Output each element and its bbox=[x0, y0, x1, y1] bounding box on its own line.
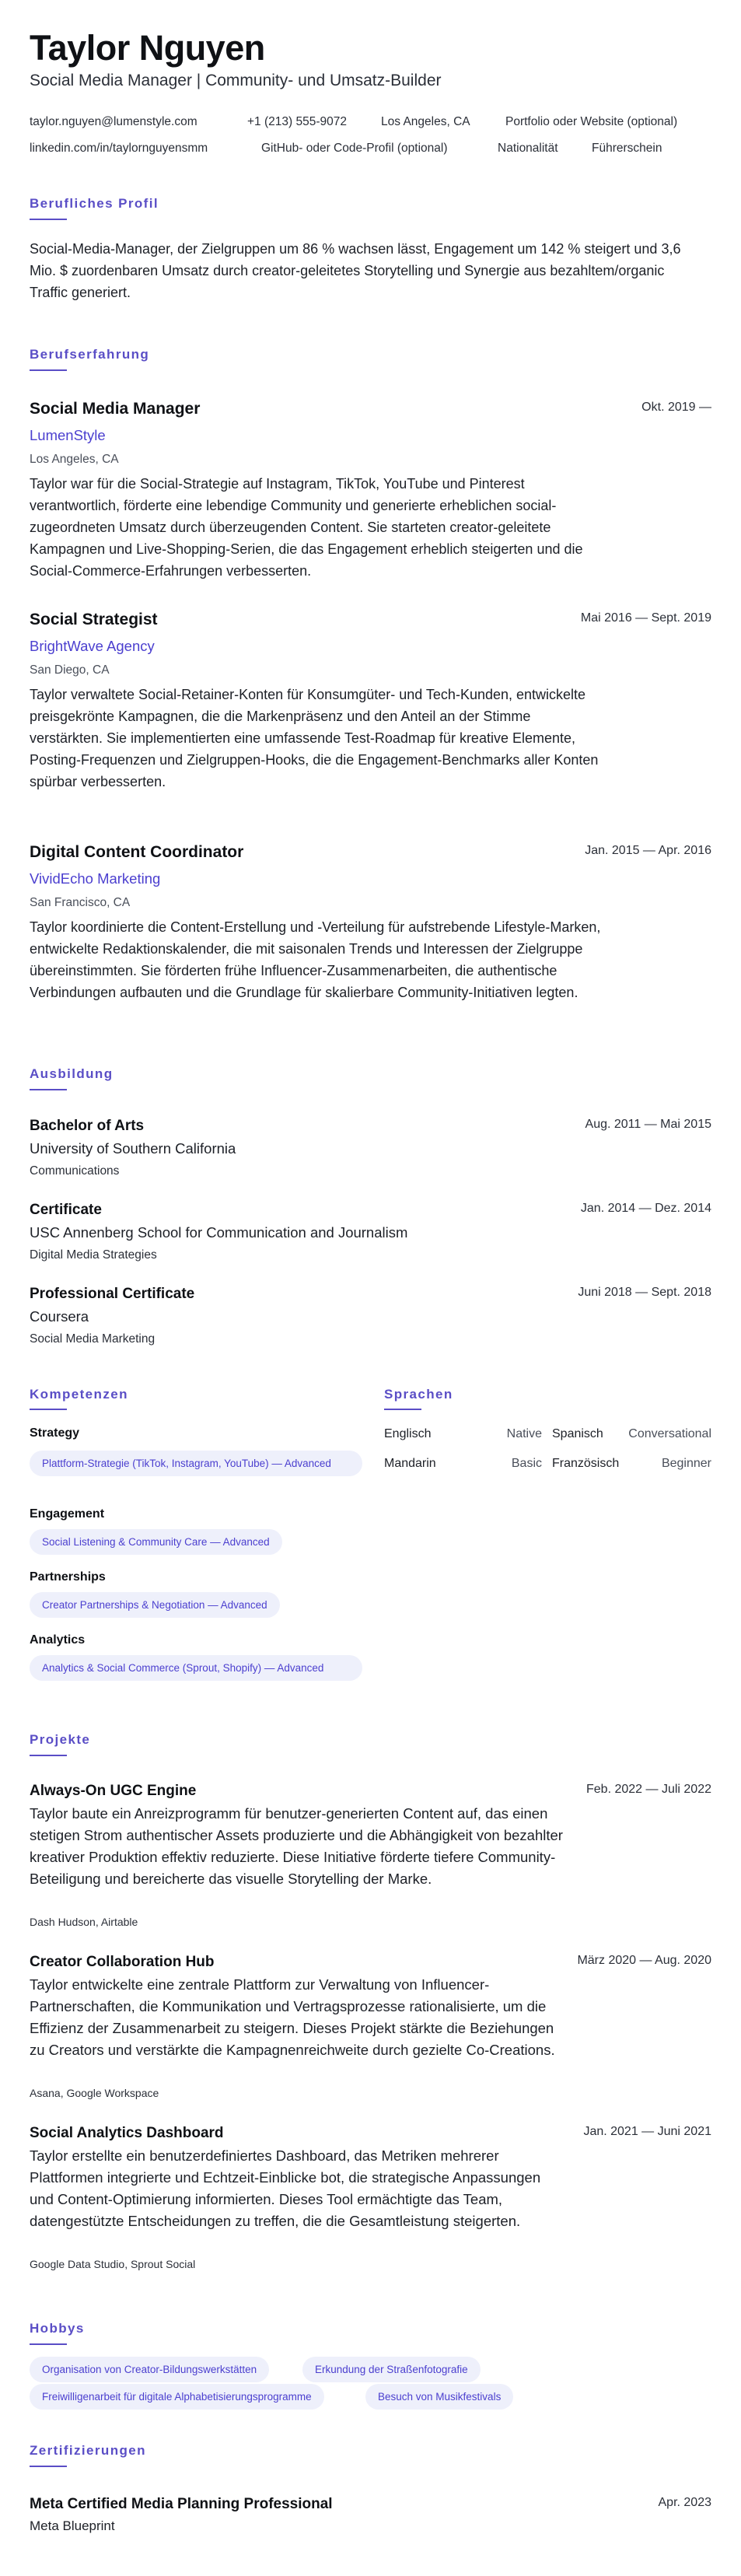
experience-role: Social Media Manager bbox=[30, 400, 201, 418]
contact-github: GitHub- oder Code-Profil (optional) bbox=[261, 142, 448, 155]
section-title-skills: Kompetenzen bbox=[30, 1387, 128, 1402]
experience-location: Los Angeles, CA bbox=[30, 453, 119, 466]
profile-summary: Social-Media-Manager, der Zielgruppen um 86 % wachsen lässt, Engagement um 142 % steigert und 3,6 Mio. $ zuordenbaren Umsatz durch creator-geleitetes Storytelling und Synergie aus bezahltem/organic Traffic generiert. bbox=[30, 241, 681, 300]
language-name: Spanisch bbox=[552, 1427, 603, 1440]
project-date: März 2020 — Aug. 2020 bbox=[577, 1954, 711, 1967]
education-school: Coursera bbox=[30, 1308, 89, 1325]
experience-location: San Francisco, CA bbox=[30, 896, 131, 909]
skill-category: Analytics bbox=[30, 1633, 86, 1647]
hobby-pill: Organisation von Creator-Bildungswerkstätten bbox=[30, 2357, 269, 2382]
education-date: Jan. 2014 — Dez. 2014 bbox=[580, 1202, 711, 1215]
project-tools: Asana, Google Workspace bbox=[30, 2087, 159, 2099]
contact-nationality: Nationalität bbox=[498, 142, 558, 155]
project-tools: Google Data Studio, Sprout Social bbox=[30, 2258, 196, 2270]
experience-date: Okt. 2019 — bbox=[641, 401, 711, 414]
project-title: Always-On UGC Engine bbox=[30, 1783, 197, 1799]
contact-location: Los Angeles, CA bbox=[381, 115, 470, 128]
section-title-profile: Berufliches Profil bbox=[30, 196, 159, 211]
section-divider bbox=[30, 219, 67, 220]
education-field: Social Media Marketing bbox=[30, 1332, 156, 1346]
section-divider bbox=[384, 1409, 421, 1410]
skill-pill: Analytics & Social Commerce (Sprout, Shopify) — Advanced bbox=[30, 1655, 362, 1681]
contact-email: taylor.nguyen@lumenstyle.com bbox=[30, 115, 197, 128]
section-title-languages: Sprachen bbox=[384, 1387, 453, 1402]
education-date: Juni 2018 — Sept. 2018 bbox=[578, 1286, 711, 1299]
section-divider bbox=[30, 1409, 67, 1410]
hobby-pill: Besuch von Musikfestivals bbox=[365, 2384, 513, 2410]
education-degree: Certificate bbox=[30, 1202, 102, 1218]
experience-description: Taylor war für die Social-Strategie auf Instagram, TikTok, YouTube und Pinterest verantwortlich, förderte eine lebendige Community und generierte erheblichen social-zugeordneten Umsatz durch überzeugenden Content. Sie starteten creator-geleitete Kampagnen und Live-Shopping-Serien, die das Engagement erheblich steigerten und die Social-Commerce-Erfahrungen verbesserten. bbox=[30, 476, 583, 579]
section-divider bbox=[30, 369, 67, 371]
experience-company: BrightWave Agency bbox=[30, 638, 155, 654]
contact-linkedin: linkedin.com/in/taylornguyensmm bbox=[30, 142, 208, 155]
experience-date: Mai 2016 — Sept. 2019 bbox=[580, 611, 711, 625]
skill-category: Strategy bbox=[30, 1426, 80, 1440]
education-school: University of Southern California bbox=[30, 1140, 236, 1157]
skill-category: Partnerships bbox=[30, 1570, 106, 1584]
project-description: Taylor erstellte ein benutzerdefiniertes Dashboard, das Metriken mehrerer Plattformen integrierte und Echtzeit-Einblicke bot, die strategische Anpassungen und Content-Optimierung informierten. Dieses Tool ermächtigte das Team, datengestützte Entscheidungen zu treffen, die die Gesamtleistung steigerten. bbox=[30, 2147, 541, 2229]
project-date: Feb. 2022 — Juli 2022 bbox=[586, 1783, 711, 1796]
education-field: Communications bbox=[30, 1164, 120, 1178]
education-degree: Professional Certificate bbox=[30, 1286, 195, 1302]
contact-license: Führerschein bbox=[592, 142, 662, 155]
project-tools: Dash Hudson, Airtable bbox=[30, 1916, 138, 1928]
experience-role: Digital Content Coordinator bbox=[30, 843, 244, 861]
headline: Social Media Manager | Community- und Umsatz-Builder bbox=[30, 72, 442, 89]
project-date: Jan. 2021 — Juni 2021 bbox=[583, 2125, 711, 2138]
education-field: Digital Media Strategies bbox=[30, 1248, 157, 1262]
project-title: Social Analytics Dashboard bbox=[30, 2125, 224, 2141]
section-divider bbox=[30, 1089, 67, 1090]
language-level: Native bbox=[506, 1427, 542, 1440]
section-title-projects: Projekte bbox=[30, 1732, 91, 1747]
contact-phone: +1 (213) 555-9072 bbox=[247, 115, 347, 128]
experience-date: Jan. 2015 — Apr. 2016 bbox=[585, 844, 711, 857]
section-divider bbox=[30, 1755, 67, 1756]
hobby-pill: Freiwilligenarbeit für digitale Alphabetisierungsprogramme bbox=[30, 2384, 324, 2410]
project-description: Taylor baute ein Anreizprogramm für benutzer-generierten Content auf, das einen stetigen Strom authentischer Assets produzierte und die Abhängigkeit von bezahlter kreativer Produktion effektiv reduzierte. Diese Initiative förderte tiefere Community-Beteiligung und bereicherte das visuelle Storytelling der Marke. bbox=[30, 1805, 563, 1887]
experience-role: Social Strategist bbox=[30, 611, 158, 628]
language-name: Mandarin bbox=[384, 1457, 436, 1470]
language-name: Englisch bbox=[384, 1427, 432, 1440]
certification-date: Apr. 2023 bbox=[658, 2496, 711, 2509]
contact-portfolio: Portfolio oder Website (optional) bbox=[505, 115, 678, 128]
language-name: Französisch bbox=[552, 1457, 620, 1470]
language-level: Beginner bbox=[661, 1457, 711, 1470]
skill-category: Engagement bbox=[30, 1507, 105, 1521]
skill-pill: Social Listening & Community Care — Advanced bbox=[30, 1529, 282, 1555]
language-level: Conversational bbox=[628, 1427, 711, 1440]
experience-company: LumenStyle bbox=[30, 427, 106, 443]
section-title-certifications: Zertifizierungen bbox=[30, 2443, 146, 2458]
project-description: Taylor entwickelte eine zentrale Plattform zur Verwaltung von Influencer-Partnerschaften, die Kommunikation und Vertragsprozesse rationalisierte, um die Effizienz der Zusammenarbeit zu steigern. Dieses Projekt stärkte die Beziehungen zu Creators und verstärkte die Kampagnenreichweite durch gezielte Co-Creations. bbox=[30, 1976, 555, 2058]
experience-location: San Diego, CA bbox=[30, 663, 110, 677]
certification-title: Meta Certified Media Planning Professional bbox=[30, 2496, 333, 2512]
education-date: Aug. 2011 — Mai 2015 bbox=[585, 1118, 711, 1131]
language-level: Basic bbox=[511, 1457, 542, 1470]
education-degree: Bachelor of Arts bbox=[30, 1118, 145, 1134]
section-divider bbox=[30, 2466, 67, 2467]
certification-issuer: Meta Blueprint bbox=[30, 2518, 115, 2533]
experience-description: Taylor koordinierte die Content-Erstellung und -Verteilung für aufstrebende Lifestyle-Marken, entwickelte Redaktionskalender, die mit saisonalen Trends und Interessen der Zielgruppe übereinstimmten. Sie förderten frühe Influencer-Zusammenarbeiten, die authentische Verbindungen aufbauten und die Grundlage für skalierbare Community-Initiativen legten. bbox=[30, 919, 601, 1000]
skill-pill: Plattform-Strategie (TikTok, Instagram, YouTube) — Advanced bbox=[30, 1451, 362, 1476]
experience-description: Taylor verwaltete Social-Retainer-Konten für Konsumgüter- und Tech-Kunden, entwickelte preisgekrönte Kampagnen, die die Markenpräsenz und den Anteil an der Stimme verstärkten. Sie implementierten eine umfassende Test-Roadmap für kreative Elemente, Posting-Frequenzen und Zielgruppen-Hooks, die die Engagement-Benchmarks aller Konten spürbar verbesserten. bbox=[30, 687, 599, 789]
section-title-experience: Berufserfahrung bbox=[30, 347, 150, 362]
section-title-education: Ausbildung bbox=[30, 1066, 114, 1081]
section-title-hobbies: Hobbys bbox=[30, 2321, 85, 2336]
candidate-name: Taylor Nguyen bbox=[30, 28, 265, 68]
education-school: USC Annenberg School for Communication and Journalism bbox=[30, 1224, 408, 1241]
experience-company: VividEcho Marketing bbox=[30, 870, 161, 887]
project-title: Creator Collaboration Hub bbox=[30, 1954, 215, 1970]
hobby-pill: Erkundung der Straßenfotografie bbox=[302, 2357, 481, 2382]
section-divider bbox=[30, 2343, 67, 2345]
skill-pill: Creator Partnerships & Negotiation — Advanced bbox=[30, 1592, 280, 1618]
